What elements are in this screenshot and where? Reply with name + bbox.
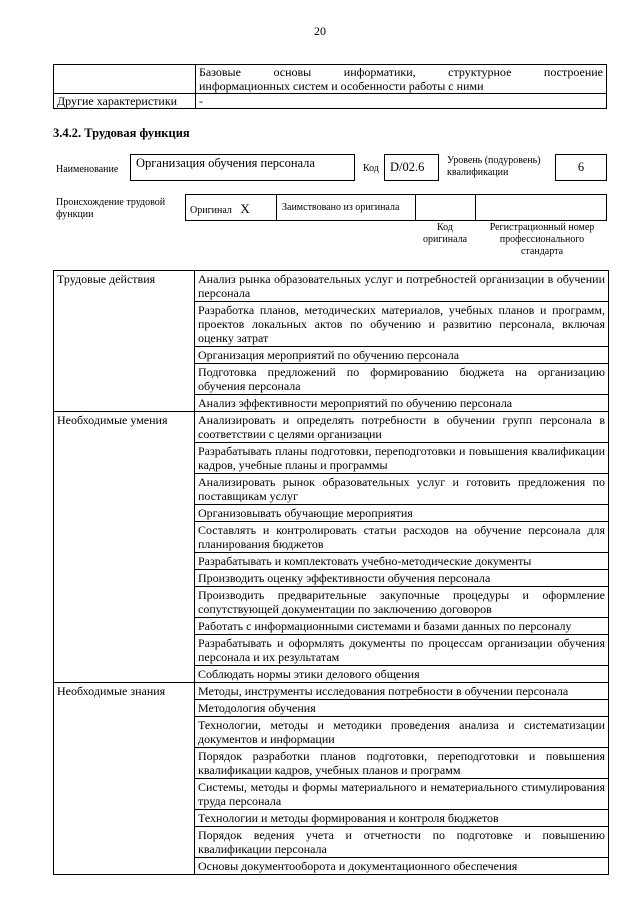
section-item: Методология обучения [195,700,609,717]
knowledge-cell [196,65,607,94]
section-title: Трудовые действия [54,271,195,412]
other-characteristics-label: Другие характеристики [54,94,196,109]
reg-number-caption: Регистрационный номер профессионального стандарта [489,222,595,257]
origin-label: Происхождение трудовой функции [56,197,166,220]
section-item: Технологии и методы формирования и контроля бюджетов [195,810,609,827]
section-item: Основы документооборота и документационного обеспечения [195,858,609,875]
section-item: Методы, инструменты исследования потребности в обучении персонала [195,683,609,700]
section-item: Разрабатывать и комплектовать учебно-методические документы [195,553,609,570]
empty-category-cell [54,65,196,94]
section-item: Разработка планов, методических материалов, учебных планов и программ, проектов локальных актов по обучению и развитию персонала, включая оценку затрат [195,302,609,347]
section-item: Производить оценку эффективности обучения персонала [195,570,609,587]
table-row [54,683,609,700]
section-item: Производить предварительные закупочные процедуры и оформление сопутствующей документации по заключению договоров [195,587,609,618]
name-label: Наименование [56,164,119,175]
section-item: Анализ эффективности мероприятий по обучению персонала [195,395,609,412]
section-item: Разрабатывать и оформлять документы по процессам организации обучения персонала и их результатам [195,635,609,666]
reg-number-box [475,194,607,221]
knowledge-continuation-table [53,64,607,109]
borrowed-box [276,194,416,221]
section-item: Технологии, методы и методики проведения анализа и систематизации документов и информации [195,717,609,748]
section-item: Составлять и контролировать статьи расходов на обучение персонала для планирования бюджетов [195,522,609,553]
labor-function-table [53,270,609,875]
original-box [185,194,277,221]
section-heading: 3.4.2. Трудовая функция [53,126,190,140]
section-item: Анализ рынка образовательных услуг и потребностей организации в обучении персонала [195,271,609,302]
code-original-caption: Код оригинала [422,222,468,245]
section-title: Необходимые знания [54,683,195,875]
section-item: Работать с информационными системами и базами данных по персоналу [195,618,609,635]
table-row [54,412,609,443]
code-value-box [384,154,439,181]
section-item: Разрабатывать планы подготовки, переподготовки и повышения квалификации кадров, учебные планы и программы [195,443,609,474]
code-value: D/02.6 [390,160,425,174]
section-item: Анализировать и определять потребности в обучении групп персонала в соответствии с целями организации [195,412,609,443]
section-item: Организовывать обучающие мероприятия [195,505,609,522]
other-characteristics-value: - [196,94,607,109]
borrowed-label: Заимствовано из оригинала [282,202,400,213]
page-number: 20 [314,24,326,38]
section-item: Подготовка предложений по формированию бюджета на организацию обучения персонала [195,364,609,395]
name-value-box [130,154,355,181]
level-value: 6 [577,160,585,174]
section-item: Системы, методы и формы материального и нематериального стимулирования труда персонала [195,779,609,810]
code-original-box [415,194,476,221]
level-value-box [555,154,607,181]
name-value: Организация обучения персонала [136,156,315,170]
level-label: Уровень (подуровень) квалификации [447,155,541,178]
table-row [54,271,609,302]
original-mark: X [240,201,250,216]
section-title: Необходимые умения [54,412,195,683]
section-item: Порядок ведения учета и отчетности по подготовке и повышению квалификации персонала [195,827,609,858]
section-item: Порядок разработки планов подготовки, переподготовки и повышения квалификации кадров, учебных планов и программ [195,748,609,779]
section-item: Соблюдать нормы этики делового общения [195,666,609,683]
original-label: Оригинал [190,205,232,216]
knowledge-text-line2: информационных систем и особенности работы с ними [199,79,484,93]
section-item: Организация мероприятий по обучению персонала [195,347,609,364]
section-item: Анализировать рынок образовательных услуг и готовить предложения по поставщикам услуг [195,474,609,505]
knowledge-text-line1: Базовые основы информатики, структурное построение [199,65,603,79]
code-label: Код [363,163,379,174]
